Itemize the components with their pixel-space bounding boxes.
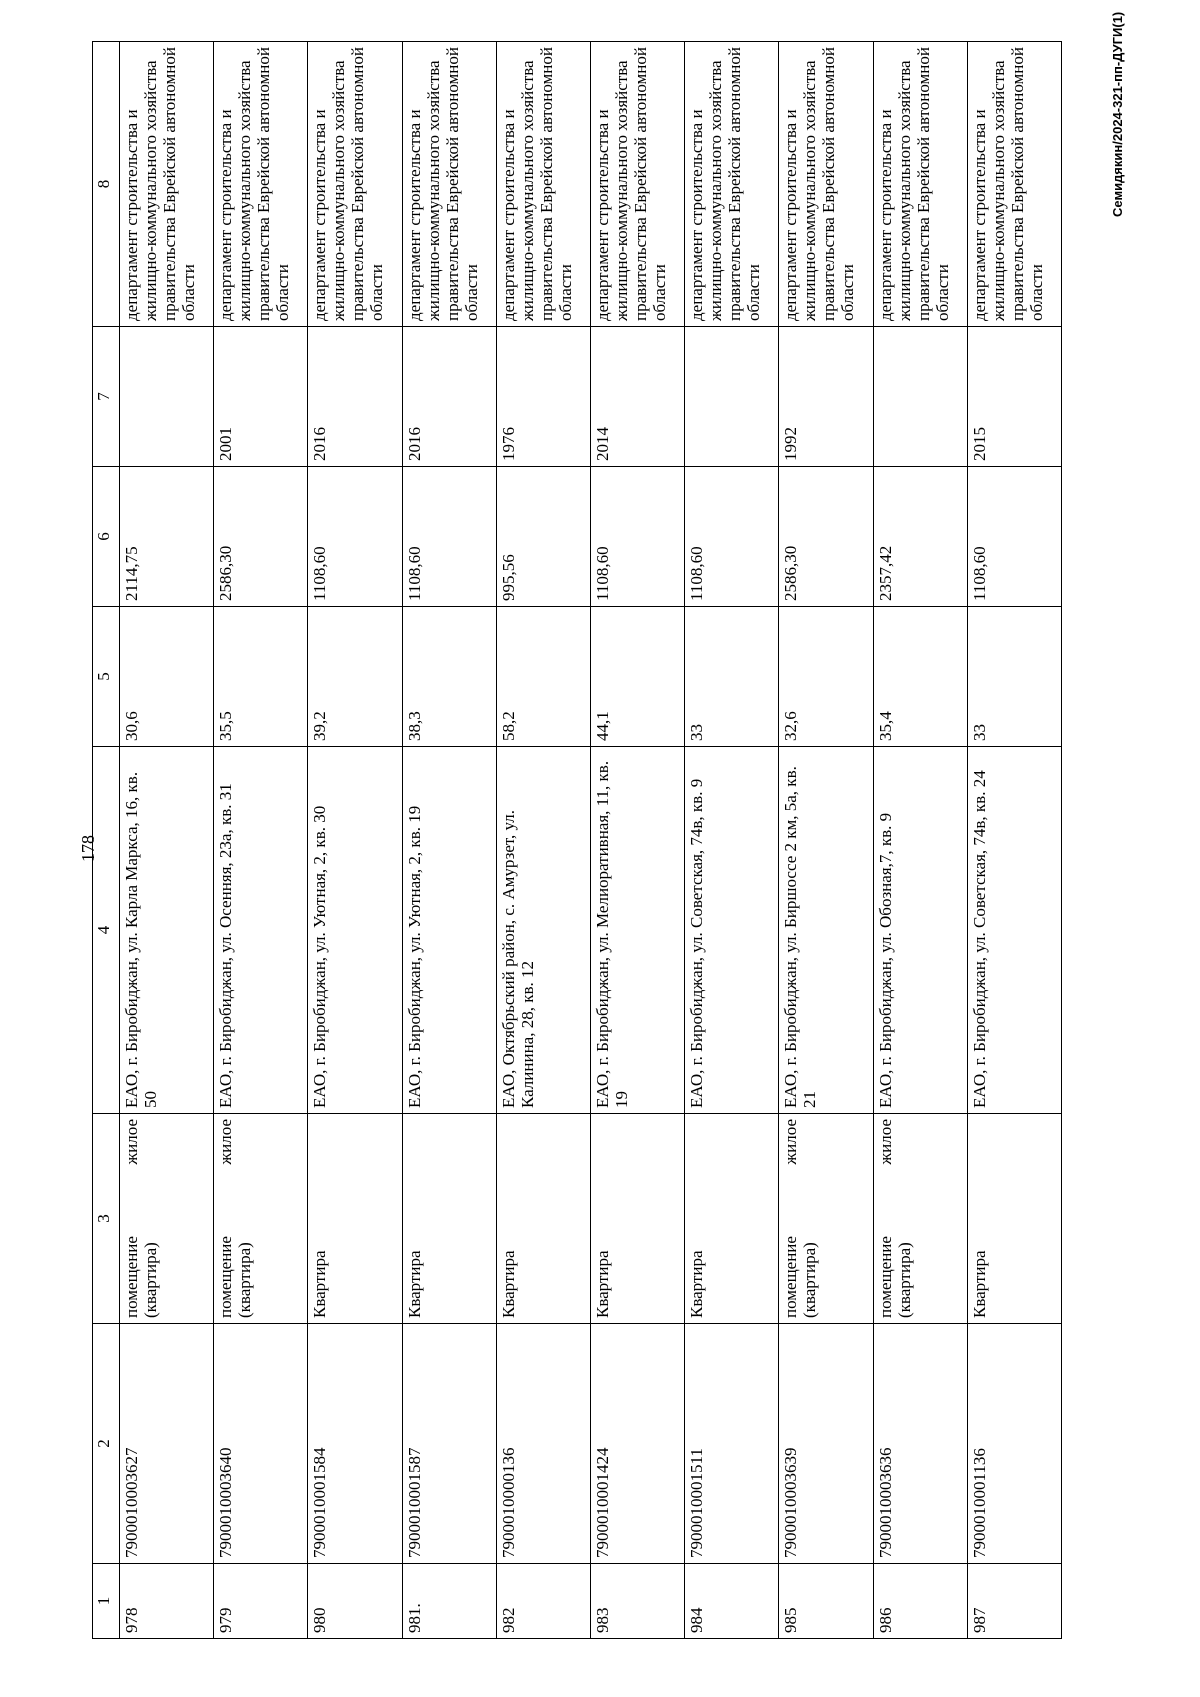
holder-cell: департамент строительства и жилищно-коммунального хозяйства правительства Еврейской автономной области	[308, 42, 402, 327]
area-cell: 30,6	[120, 607, 214, 747]
row-number-cell: 985	[779, 1564, 873, 1639]
area-cell: 58,2	[496, 607, 590, 747]
column-header: 3	[93, 1114, 120, 1324]
cadastral-number-cell: 7900010001584	[308, 1324, 402, 1564]
object-type-suffix	[499, 1119, 518, 1123]
object-type-text: помещение (квартира)	[122, 1236, 161, 1318]
cadastral-number-cell: 7900010000136	[496, 1324, 590, 1564]
row-number-cell: 981.	[402, 1564, 496, 1639]
table-row	[120, 42, 214, 1639]
address-cell: ЕАО, г. Биробиджан, ул. Мелиоративная, 11, кв. 19	[590, 747, 684, 1114]
row-number-cell: 982	[496, 1564, 590, 1639]
year-cell: 2001	[214, 327, 308, 467]
object-type-cell	[308, 1114, 402, 1324]
object-type-suffix: жилое	[875, 1119, 895, 1165]
object-type-cell	[214, 1114, 308, 1324]
object-type-suffix	[405, 1119, 424, 1123]
row-number-cell: 983	[590, 1564, 684, 1639]
area-cell: 33	[967, 607, 1061, 747]
holder-cell: департамент строительства и жилищно-коммунального хозяйства правительства Еврейской автономной области	[590, 42, 684, 327]
column-header: 8	[93, 42, 120, 327]
cadastral-number-cell: 7900010003627	[120, 1324, 214, 1564]
object-type-text: Квартира	[592, 1250, 612, 1318]
object-type-cell	[873, 1114, 967, 1324]
year-cell: 2016	[308, 327, 402, 467]
holder-cell: департамент строительства и жилищно-коммунального хозяйства правительства Еврейской автономной области	[402, 42, 496, 327]
cadastral-number-cell: 7900010003640	[214, 1324, 308, 1564]
address-cell: ЕАО, Октябрьский район, с. Амурзет, ул. Калинина, 28, кв. 12	[496, 747, 590, 1114]
object-type-text: помещение (квартира)	[875, 1236, 914, 1318]
footer-document-code: Семидякин/2024-321-пп-ДУГИ(1)	[1110, 11, 1125, 217]
area-cell: 44,1	[590, 607, 684, 747]
table-row	[967, 42, 1061, 1639]
object-type-suffix	[687, 1119, 706, 1123]
object-type-suffix: жилое	[122, 1119, 141, 1165]
row-number-cell: 987	[967, 1564, 1061, 1639]
column-header: 4	[93, 747, 120, 1114]
row-number-cell: 980	[308, 1564, 402, 1639]
object-type-suffix	[970, 1119, 989, 1123]
object-type-text: Квартира	[310, 1250, 330, 1318]
table-row	[873, 42, 967, 1639]
address-cell: ЕАО, г. Биробиджан, ул. Осенняя, 23а, кв. 31	[214, 747, 308, 1114]
column-header: 2	[93, 1324, 120, 1564]
value-cell: 1108,60	[685, 467, 779, 607]
row-number-cell: 986	[873, 1564, 967, 1639]
table-header-row	[93, 42, 120, 1639]
address-cell: ЕАО, г. Биробиджан, ул. Карла Маркса, 16, кв. 50	[120, 747, 214, 1114]
holder-cell: департамент строительства и жилищно-коммунального хозяйства правительства Еврейской автономной области	[120, 42, 214, 327]
column-header: 1	[93, 1564, 120, 1639]
property-table	[92, 41, 1062, 1639]
year-cell: 2015	[967, 327, 1061, 467]
holder-cell: департамент строительства и жилищно-коммунального хозяйства правительства Еврейской автономной области	[214, 42, 308, 327]
year-cell: 2014	[590, 327, 684, 467]
year-cell: 1976	[496, 327, 590, 467]
value-cell: 1108,60	[402, 467, 496, 607]
object-type-suffix: жилое	[781, 1119, 801, 1165]
year-cell	[685, 327, 779, 467]
object-type-cell	[779, 1114, 873, 1324]
year-cell: 1992	[779, 327, 873, 467]
value-cell: 2114,75	[120, 467, 214, 607]
cadastral-number-cell: 7900010001587	[402, 1324, 496, 1564]
value-cell: 1108,60	[308, 467, 402, 607]
row-number-cell: 979	[214, 1564, 308, 1639]
year-cell: 2016	[402, 327, 496, 467]
address-cell: ЕАО, г. Биробиджан, ул. Обозная,7, кв. 9	[873, 747, 967, 1114]
cadastral-number-cell: 7900010003636	[873, 1324, 967, 1564]
object-type-suffix: жилое	[216, 1119, 236, 1165]
address-cell: ЕАО, г. Биробиджан, ул. Уютная, 2, кв. 30	[308, 747, 402, 1114]
object-type-text: Квартира	[969, 1250, 989, 1318]
row-number-cell: 978	[120, 1564, 214, 1639]
area-cell: 39,2	[308, 607, 402, 747]
year-cell	[873, 327, 967, 467]
object-type-suffix	[593, 1119, 612, 1123]
holder-cell: департамент строительства и жилищно-коммунального хозяйства правительства Еврейской автономной области	[496, 42, 590, 327]
object-type-text: Квартира	[687, 1250, 707, 1318]
column-header: 5	[93, 607, 120, 747]
object-type-text: помещение (квартира)	[781, 1236, 820, 1318]
area-cell: 32,6	[779, 607, 873, 747]
value-cell: 995,56	[496, 467, 590, 607]
object-type-cell	[496, 1114, 590, 1324]
holder-cell: департамент строительства и жилищно-коммунального хозяйства правительства Еврейской автономной области	[685, 42, 779, 327]
page-number: 178	[78, 835, 98, 862]
value-cell: 2586,30	[214, 467, 308, 607]
object-type-text: Квартира	[404, 1250, 424, 1318]
value-cell: 1108,60	[590, 467, 684, 607]
cadastral-number-cell: 7900010001136	[967, 1324, 1061, 1564]
value-cell: 1108,60	[967, 467, 1061, 607]
object-type-suffix	[310, 1119, 329, 1123]
holder-cell: департамент строительства и жилищно-коммунального хозяйства правительства Еврейской автономной области	[779, 42, 873, 327]
table-body	[120, 42, 1062, 1639]
table-row	[685, 42, 779, 1639]
table-row	[214, 42, 308, 1639]
object-type-cell	[590, 1114, 684, 1324]
table-row	[496, 42, 590, 1639]
object-type-cell	[120, 1114, 214, 1324]
table-row	[402, 42, 496, 1639]
object-type-text: помещение (квартира)	[216, 1236, 255, 1318]
value-cell: 2357,42	[873, 467, 967, 607]
area-cell: 33	[685, 607, 779, 747]
cadastral-number-cell: 7900010001424	[590, 1324, 684, 1564]
address-cell: ЕАО, г. Биробиджан, ул. Биршоссе 2 км, 5а, кв. 21	[779, 747, 873, 1114]
column-header: 7	[93, 327, 120, 467]
value-cell: 2586,30	[779, 467, 873, 607]
area-cell: 35,4	[873, 607, 967, 747]
cadastral-number-cell: 7900010003639	[779, 1324, 873, 1564]
area-cell: 35,5	[214, 607, 308, 747]
holder-cell: департамент строительства и жилищно-коммунального хозяйства правительства Еврейской автономной области	[873, 42, 967, 327]
table-row	[779, 42, 873, 1639]
holder-cell: департамент строительства и жилищно-коммунального хозяйства правительства Еврейской автономной области	[967, 42, 1061, 327]
table-row	[308, 42, 402, 1639]
address-cell: ЕАО, г. Биробиджан, ул. Уютная, 2, кв. 19	[402, 747, 496, 1114]
address-cell: ЕАО, г. Биробиджан, ул. Советская, 74в, кв. 9	[685, 747, 779, 1114]
address-cell: ЕАО, г. Биробиджан, ул. Советская, 74в, кв. 24	[967, 747, 1061, 1114]
object-type-cell	[967, 1114, 1061, 1324]
row-number-cell: 984	[685, 1564, 779, 1639]
object-type-cell	[402, 1114, 496, 1324]
year-cell	[120, 327, 214, 467]
object-type-text: Квартира	[498, 1250, 518, 1318]
table-row	[590, 42, 684, 1639]
area-cell: 38,3	[402, 607, 496, 747]
cadastral-number-cell: 7900010001511	[685, 1324, 779, 1564]
object-type-cell	[685, 1114, 779, 1324]
column-header: 6	[93, 467, 120, 607]
